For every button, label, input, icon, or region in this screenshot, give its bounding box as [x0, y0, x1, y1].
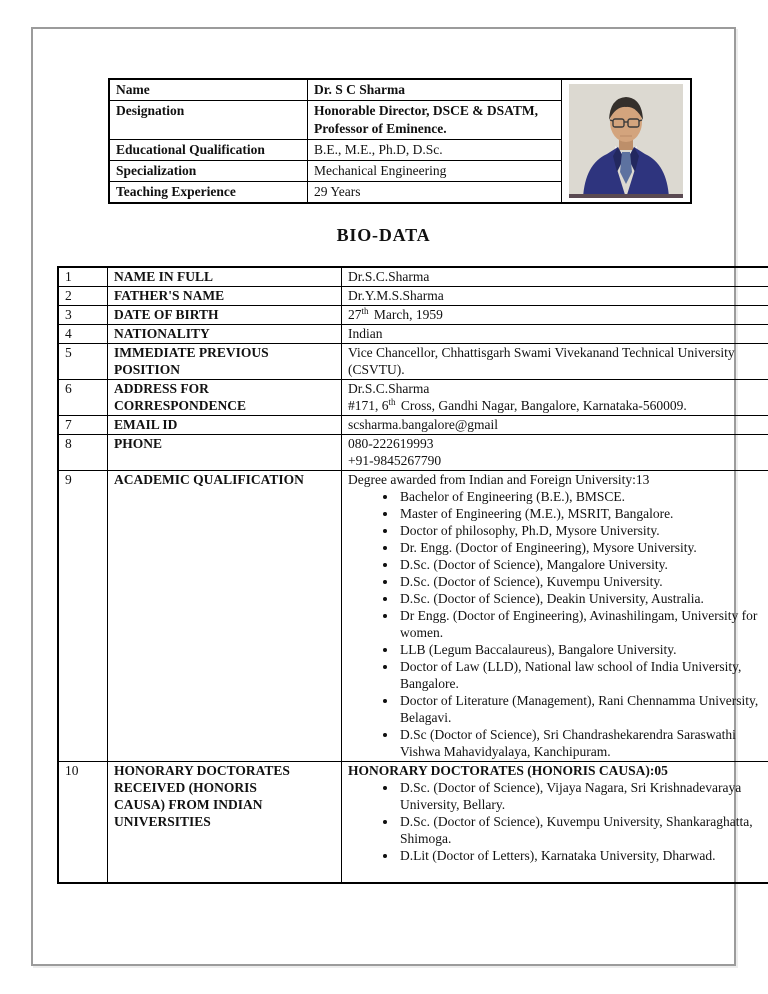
row-label: EMAIL ID: [108, 416, 342, 435]
table-row: [58, 306, 768, 325]
bullet-item: • D.Sc. (Doctor of Science), Kuvempu University.: [398, 573, 766, 590]
table-row: [58, 325, 768, 344]
row-label: HONORARY DOCTORATES RECEIVED (HONORIS CAUSA) FROM INDIAN UNIVERSITIES: [108, 762, 342, 884]
portrait-photo: [562, 79, 692, 203]
row-number: 7: [58, 416, 108, 435]
profile-value: Dr. S C Sharma: [308, 79, 562, 101]
bullet-item: • LLB (Legum Baccalaureus), Bangalore University.: [398, 641, 766, 658]
ordinal-suffix: th: [361, 305, 369, 316]
row-value: [342, 306, 768, 325]
row-label: FATHER'S NAME: [108, 287, 342, 306]
bullet-item: • D.Sc. (Doctor of Science), Deakin University, Australia.: [398, 590, 766, 607]
bullet-item: • Master of Engineering (M.E.), MSRIT, Bangalore.: [398, 505, 766, 522]
table-row: [58, 471, 768, 762]
row-number: 9: [58, 471, 108, 762]
row-number: 4: [58, 325, 108, 344]
row-number: 1: [58, 267, 108, 287]
bullet-item: • Bachelor of Engineering (B.E.), BMSCE.: [398, 488, 766, 505]
row-label: NATIONALITY: [108, 325, 342, 344]
bullet-item: • D.Lit (Doctor of Letters), Karnataka University, Dharwad.: [398, 847, 766, 864]
table-row: [58, 287, 768, 306]
bullet-item: • Dr. Engg. (Doctor of Engineering), Mysore University.: [398, 539, 766, 556]
table-row: [58, 344, 768, 380]
row-label: PHONE: [108, 435, 342, 471]
row-number: 3: [58, 306, 108, 325]
bullet-item: • D.Sc. (Doctor of Science), Vijaya Nagara, Sri Krishnadevaraya University, Bellary.: [398, 779, 766, 813]
address-line: Dr.S.C.Sharma: [348, 381, 430, 396]
table-row: [58, 762, 768, 884]
row-label: DATE OF BIRTH: [108, 306, 342, 325]
row-number: 5: [58, 344, 108, 380]
row-value: Dr.S.C.Sharma: [342, 267, 768, 287]
row-number: 10: [58, 762, 108, 884]
table-row: [58, 267, 768, 287]
profile-value: Mechanical Engineering: [308, 161, 562, 182]
bullet-item: • Doctor of Law (LLD), National law school of India University, Bangalore.: [398, 658, 766, 692]
row-number: 6: [58, 380, 108, 416]
address-part: #171, 6: [348, 398, 389, 413]
date-day: 27: [348, 307, 362, 322]
row-value: [342, 435, 768, 471]
profile-value: 29 Years: [308, 182, 562, 204]
profile-label: Name: [109, 79, 308, 101]
profile-label: Specialization: [109, 161, 308, 182]
portrait-photo-graphic: [569, 84, 683, 198]
row-number: 8: [58, 435, 108, 471]
row-value: Vice Chancellor, Chhattisgarh Swami Vivekanand Technical University (CSVTU).: [342, 344, 768, 380]
row-label: ACADEMIC QUALIFICATION: [108, 471, 342, 762]
table-row: [58, 435, 768, 471]
profile-label: Educational Qualification: [109, 140, 308, 161]
biodata-table: [57, 266, 768, 884]
phone-line: +91-9845267790: [348, 453, 442, 468]
profile-label: Designation: [109, 101, 308, 140]
bullet-item: • Dr Engg. (Doctor of Engineering), Avinashilingam, University for women.: [398, 607, 766, 641]
profile-value: Honorable Director, DSCE & DSATM, Professor of Eminence.: [308, 101, 562, 140]
row-label: NAME IN FULL: [108, 267, 342, 287]
bullet-list: [348, 779, 766, 864]
row-label: ADDRESS FOR CORRESPONDENCE: [108, 380, 342, 416]
profile-row: [109, 79, 691, 101]
row-value: [342, 380, 768, 416]
bullet-item: • D.Sc. (Doctor of Science), Kuvempu University, Shankaraghatta, Shimoga.: [398, 813, 766, 847]
row-number: 2: [58, 287, 108, 306]
value-header: HONORARY DOCTORATES (HONORIS CAUSA):05: [348, 763, 668, 778]
ordinal-suffix: th: [388, 396, 396, 407]
row-value: [342, 762, 768, 884]
bullet-item: • Doctor of philosophy, Ph.D, Mysore University.: [398, 522, 766, 539]
phone-line: 080-222619993: [348, 436, 434, 451]
bullet-item: • Doctor of Literature (Management), Rani Chennamma University, Belagavi.: [398, 692, 766, 726]
table-row: [58, 380, 768, 416]
address-line: [348, 397, 766, 414]
row-value: Indian: [342, 325, 768, 344]
bullet-list: [348, 488, 766, 760]
bullet-item: • D.Sc (Doctor of Science), Sri Chandrashekarendra Saraswathi Vishwa Mahavidyalaya, Kanchipuram.: [398, 726, 766, 760]
bullet-item: • D.Sc. (Doctor of Science), Mangalore University.: [398, 556, 766, 573]
row-value: Dr.Y.M.S.Sharma: [342, 287, 768, 306]
profile-value: B.E., M.E., Ph.D, D.Sc.: [308, 140, 562, 161]
profile-label: Teaching Experience: [109, 182, 308, 204]
page-border-frame: [31, 27, 759, 966]
row-label: IMMEDIATE PREVIOUS POSITION: [108, 344, 342, 380]
row-value: [342, 471, 768, 762]
profile-table: [108, 78, 692, 204]
page-title: BIO-DATA: [336, 225, 431, 245]
table-row: [58, 416, 768, 435]
address-part: Cross, Gandhi Nagar, Bangalore, Karnataka-560009.: [397, 398, 687, 413]
date-rest: March, 1959: [370, 307, 443, 322]
value-header: Degree awarded from Indian and Foreign University:13: [348, 472, 650, 487]
row-value: scsharma.bangalore@gmail: [342, 416, 768, 435]
